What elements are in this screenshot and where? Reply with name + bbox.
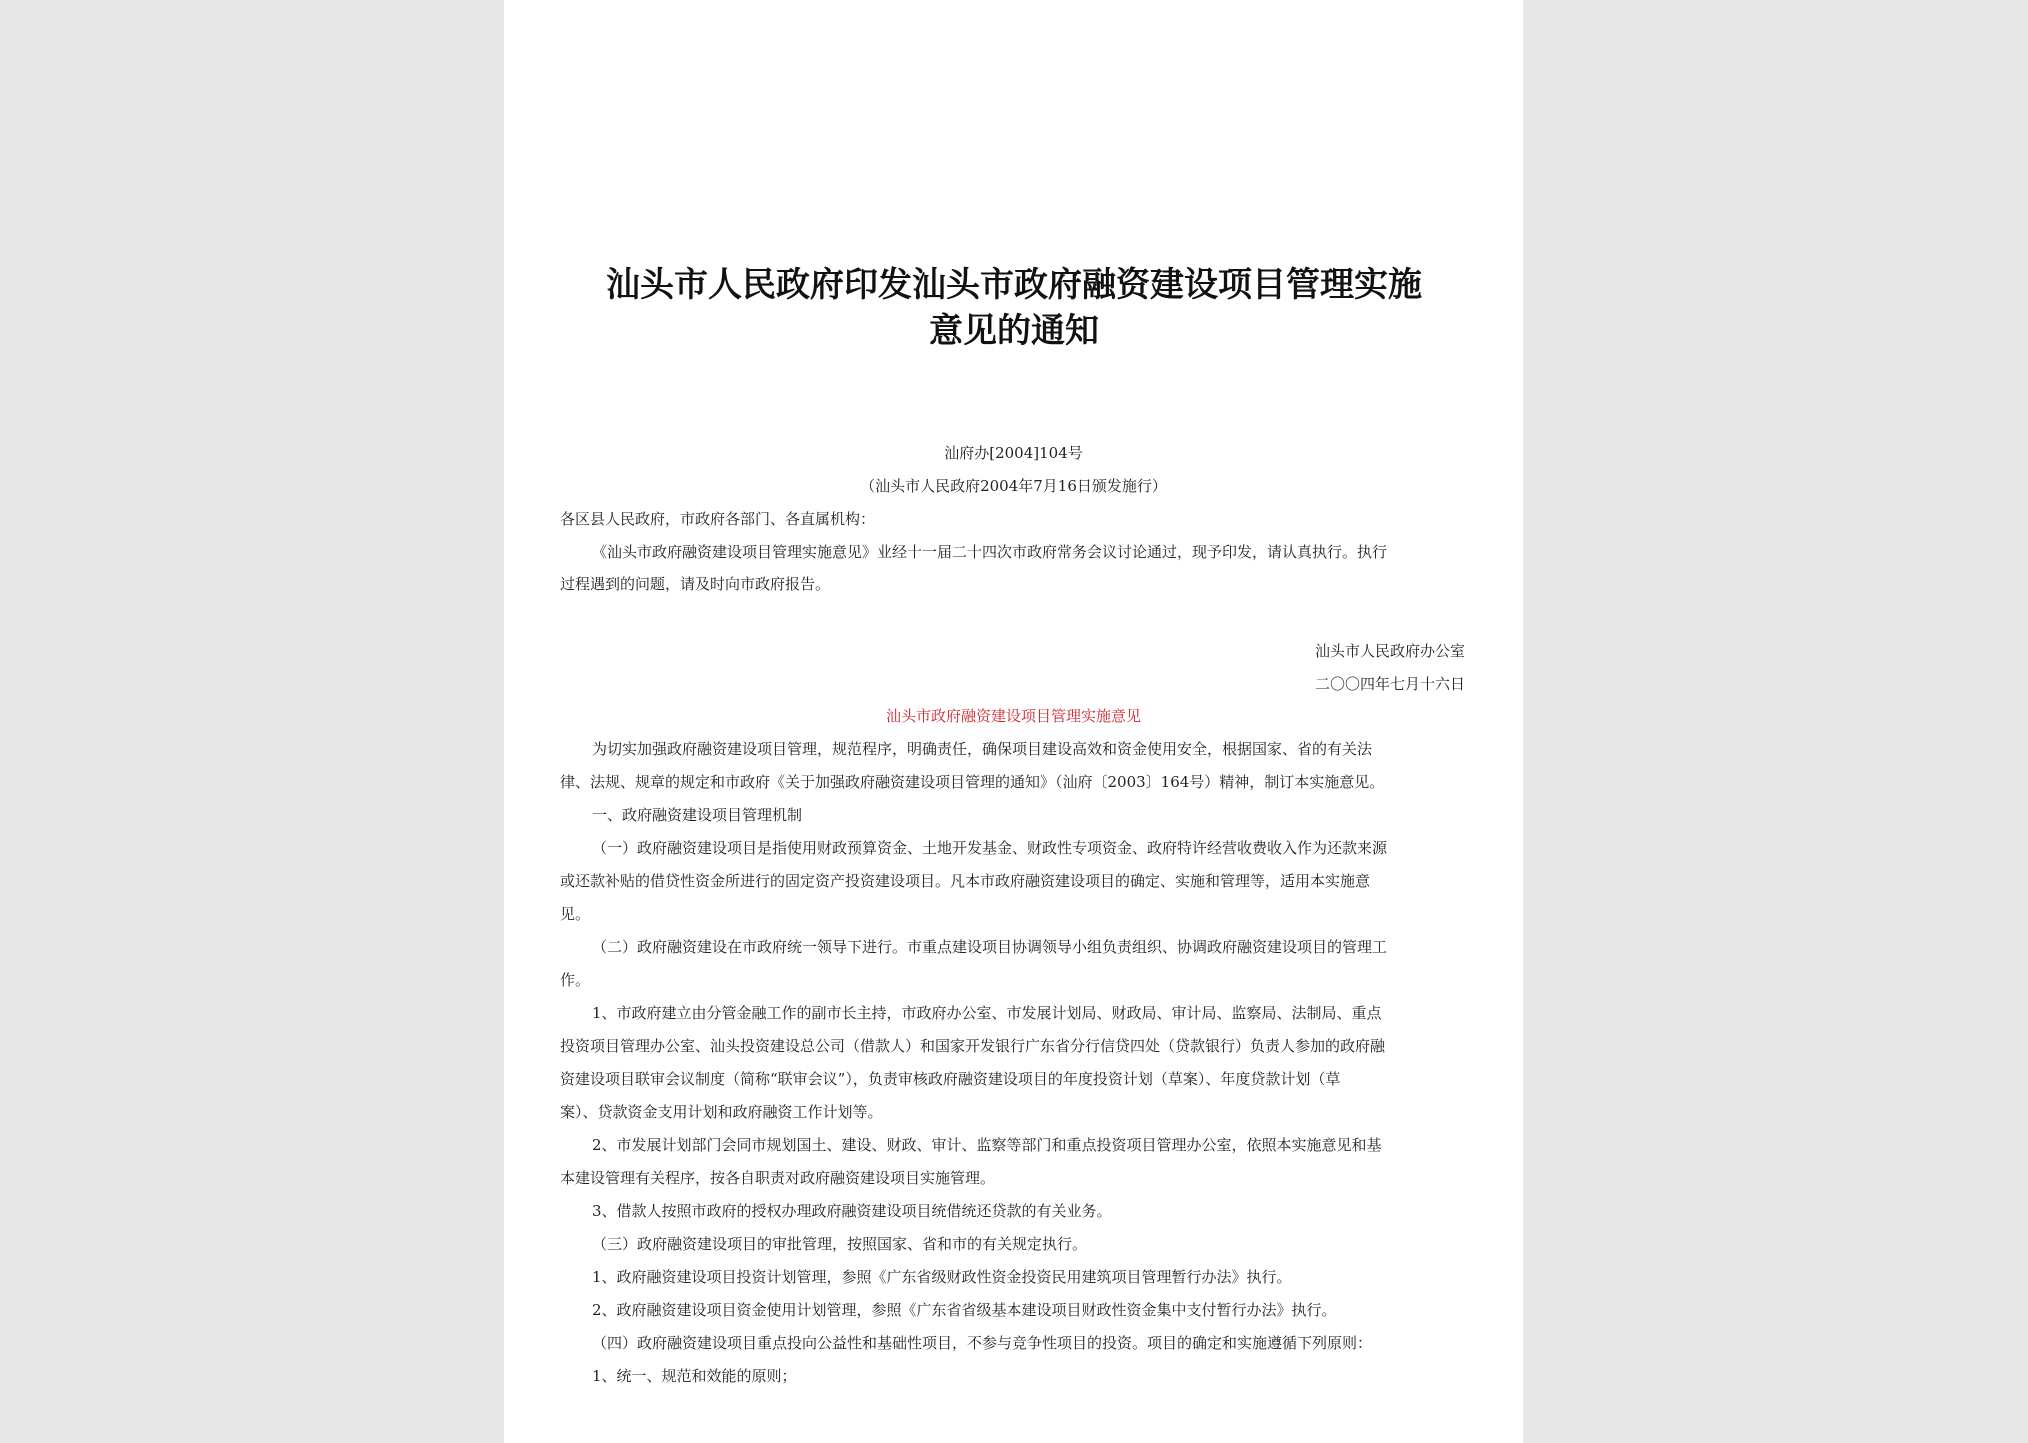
- document-page: [504, 0, 1523, 1443]
- title-line-1: 汕头市人民政府印发汕头市政府融资建设项目管理实施: [606, 265, 1422, 305]
- attachment-line: （四）政府融资建设项目重点投向公益性和基础性项目，不参与竞争性项目的投资。项目的确定和实施遵循下列原则：: [592, 1334, 1373, 1352]
- attachment-line: 资建设项目联审会议制度（简称“联审会议”），负责审核政府融资建设项目的年度投资计划（草案）、年度贷款计划（草: [560, 1070, 1341, 1088]
- issued-note: （汕头市人民政府2004年7月16日颁发施行）: [860, 477, 1167, 495]
- attachment-line: 或还款补贴的借贷性资金所进行的固定资产投资建设项目。凡本市政府融资建设项目的确定、实施和管理等，适用本实施意: [560, 872, 1371, 890]
- attachment-line: 3、借款人按照市政府的授权办理政府融资建设项目统借统还贷款的有关业务。: [592, 1202, 1112, 1220]
- attachment-line: 1、政府融资建设项目投资计划管理，参照《广东省级财政性资金投资民用建筑项目管理暂行办法》执行。: [592, 1268, 1292, 1286]
- issue-date: 二〇〇四年七月十六日: [1314, 675, 1465, 693]
- attachment-line: （二）政府融资建设在市政府统一领导下进行。市重点建设项目协调领导小组负责组织、协调政府融资建设项目的管理工: [592, 938, 1388, 956]
- attachment-line: 一、政府融资建设项目管理机制: [592, 806, 803, 824]
- body-line: 《汕头市政府融资建设项目管理实施意见》业经十一届二十四次市政府常务会议讨论通过，现予印发，请认真执行。执行: [592, 543, 1388, 561]
- attachment-line: （三）政府融资建设项目的审批管理，按照国家、省和市的有关规定执行。: [592, 1235, 1088, 1253]
- attachment-line: 作。: [560, 971, 591, 989]
- issuer: 汕头市人民政府办公室: [1314, 642, 1465, 660]
- attachment-line: 见。: [560, 905, 591, 923]
- attachment-title: 汕头市政府融资建设项目管理实施意见: [885, 707, 1141, 725]
- attachment-line: （一）政府融资建设项目是指使用财政预算资金、土地开发基金、财政性专项资金、政府特许经营收费收入作为还款来源: [592, 839, 1388, 857]
- title-line-2: 意见的通知: [929, 311, 1099, 351]
- document-title: [564, 262, 1464, 354]
- attachment-line: 2、政府融资建设项目资金使用计划管理，参照《广东省省级基本建设项目财政性资金集中支付暂行办法》执行。: [592, 1301, 1337, 1319]
- attachment-line: 律、法规、规章的规定和市政府《关于加强政府融资建设项目管理的通知》（汕府〔2003〕164号）精神，制订本实施意见。: [560, 773, 1385, 791]
- body-line: 过程遇到的问题，请及时向市政府报告。: [560, 575, 831, 593]
- document-number: 汕府办[2004]104号: [944, 444, 1083, 462]
- attachment-line: 1、市政府建立由分管金融工作的副市长主持，市政府办公室、市发展计划局、财政局、审计局、监察局、法制局、重点: [592, 1004, 1382, 1022]
- attachment-line: 案）、贷款资金支用计划和政府融资工作计划等。: [560, 1103, 883, 1121]
- addressee: 各区县人民政府，市政府各部门、各直属机构：: [560, 510, 876, 528]
- attachment-line: 为切实加强政府融资建设项目管理，规范程序，明确责任，确保项目建设高效和资金使用安全，根据国家、省的有关法: [592, 740, 1373, 758]
- attachment-line: 1、统一、规范和效能的原则；: [592, 1367, 797, 1385]
- attachment-line: 投资项目管理办公室、汕头投资建设总公司（借款人）和国家开发银行广东省分行信贷四处（贷款银行）负责人参加的政府融: [560, 1037, 1386, 1055]
- attachment-line: 2、市发展计划部门会同市规划国土、建设、财政、审计、监察等部门和重点投资项目管理办公室，依照本实施意见和基: [592, 1136, 1382, 1154]
- attachment-line: 本建设管理有关程序，按各自职责对政府融资建设项目实施管理。: [560, 1169, 996, 1187]
